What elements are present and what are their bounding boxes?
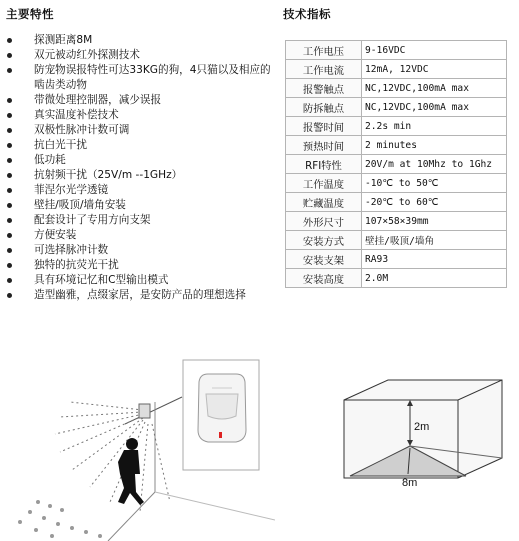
bullet-icon: [7, 128, 12, 133]
feature-text: 壁挂/吸顶/墙角安装: [34, 199, 126, 211]
bullet-icon: [7, 113, 12, 118]
spec-key: 安装高度: [286, 269, 362, 288]
spec-value: 壁挂/吸顶/墙角: [362, 231, 507, 250]
spec-value: 2 minutes: [362, 136, 507, 155]
feature-text: 配套设计了专用方向支架: [34, 214, 151, 226]
feature-text: 双极性脉冲计数可调: [34, 124, 130, 136]
spec-key: 贮藏温度: [286, 193, 362, 212]
spec-key: 外形尺寸: [286, 212, 362, 231]
spec-key: 安装支架: [286, 250, 362, 269]
feature-text: 防宠物误报特性可达33KG的狗，4只猫以及相应的啮齿类动物: [34, 64, 271, 91]
feature-text: 方便安装: [34, 229, 77, 241]
spec-table: [285, 40, 507, 288]
bullet-icon: [7, 233, 12, 238]
detector-icon: [198, 374, 246, 442]
spec-key: 报警时间: [286, 117, 362, 136]
specs-heading: 技术指标: [283, 7, 331, 21]
bullet-icon: [7, 68, 12, 73]
feature-text: 菲涅尔光学透镜: [34, 184, 109, 196]
bullet-icon: [7, 38, 12, 43]
spec-key: 工作电压: [286, 41, 362, 60]
person-icon: [118, 438, 144, 505]
range-label: 8m: [402, 477, 418, 489]
feature-text: 抗射频干扰（25V/m --1GHz）: [34, 169, 183, 181]
feature-item: [7, 33, 279, 48]
bullet-icon: [7, 278, 12, 283]
feature-item: [7, 153, 279, 168]
feature-text: 低功耗: [34, 154, 66, 166]
feature-item: [7, 108, 279, 123]
spec-key: 安装方式: [286, 231, 362, 250]
spec-value: -20℃ to 60℃: [362, 193, 507, 212]
bullet-icon: [7, 248, 12, 253]
spec-row: [286, 250, 507, 269]
spec-value: 20V/m at 10Mhz to 1Ghz: [362, 155, 507, 174]
feature-item: [7, 288, 279, 303]
feature-item: [7, 243, 279, 258]
feature-item: [7, 213, 279, 228]
bullet-icon: [7, 218, 12, 223]
spec-value: 2.2s min: [362, 117, 507, 136]
spec-value: 9-16VDC: [362, 41, 507, 60]
feature-item: [7, 93, 279, 108]
spec-row: [286, 193, 507, 212]
feature-item: [7, 228, 279, 243]
spec-row: [286, 98, 507, 117]
feature-item: [7, 198, 279, 213]
spec-value: 2.0M: [362, 269, 507, 288]
spec-row: [286, 155, 507, 174]
feature-text: 双元被动红外探测技术: [34, 49, 140, 61]
spec-key: 工作温度: [286, 174, 362, 193]
bullet-icon: [7, 143, 12, 148]
spec-key: 工作电流: [286, 60, 362, 79]
feature-text: 可选择脉冲计数: [34, 244, 109, 256]
bullet-icon: [7, 98, 12, 103]
feature-text: 具有环境记忆和C型输出模式: [34, 274, 169, 286]
spec-row: [286, 212, 507, 231]
coverage-diagram: [338, 378, 508, 498]
feature-item: [7, 183, 279, 198]
spec-row: [286, 174, 507, 193]
feature-text: 真实温度补偿技术: [34, 109, 119, 121]
feature-text: 造型幽雅，点缀家居，是安防产品的理想选择: [34, 289, 246, 301]
spec-row: [286, 79, 507, 98]
spec-key: RFI特性: [286, 155, 362, 174]
spec-value: NC,12VDC,100mA max: [362, 98, 507, 117]
feature-item: [7, 138, 279, 153]
feature-item: [7, 168, 279, 183]
bullet-icon: [7, 188, 12, 193]
height-label: 2m: [414, 421, 430, 433]
spec-key: 防拆触点: [286, 98, 362, 117]
feature-list: [7, 33, 279, 303]
spec-key: 报警触点: [286, 79, 362, 98]
feature-item: [7, 48, 279, 63]
spec-key: 预热时间: [286, 136, 362, 155]
bullet-icon: [7, 173, 12, 178]
feature-text: 探测距离8M: [34, 34, 93, 46]
spec-value: RA93: [362, 250, 507, 269]
feature-item: [7, 273, 279, 288]
spec-value: NC,12VDC,100mA max: [362, 79, 507, 98]
spec-row: [286, 117, 507, 136]
bullet-icon: [7, 293, 12, 298]
installation-illustration: [0, 352, 275, 541]
feature-item: [7, 63, 279, 93]
features-heading: 主要特性: [6, 7, 54, 21]
feature-item: [7, 123, 279, 138]
spec-row: [286, 60, 507, 79]
spec-row: [286, 269, 507, 288]
feature-text: 独特的抗荧光干扰: [34, 259, 119, 271]
bullet-icon: [7, 158, 12, 163]
spec-row: [286, 41, 507, 60]
feature-text: 抗白光干扰: [34, 139, 87, 151]
bullet-icon: [7, 263, 12, 268]
feature-text: 带微处理控制器，减少误报: [34, 94, 162, 106]
spec-row: [286, 231, 507, 250]
bullet-icon: [7, 53, 12, 58]
spec-value: -10℃ to 50℃: [362, 174, 507, 193]
spec-row: [286, 136, 507, 155]
spec-value: 107×58×39mm: [362, 212, 507, 231]
bullet-icon: [7, 203, 12, 208]
feature-item: [7, 258, 279, 273]
spec-value: 12mA, 12VDC: [362, 60, 507, 79]
